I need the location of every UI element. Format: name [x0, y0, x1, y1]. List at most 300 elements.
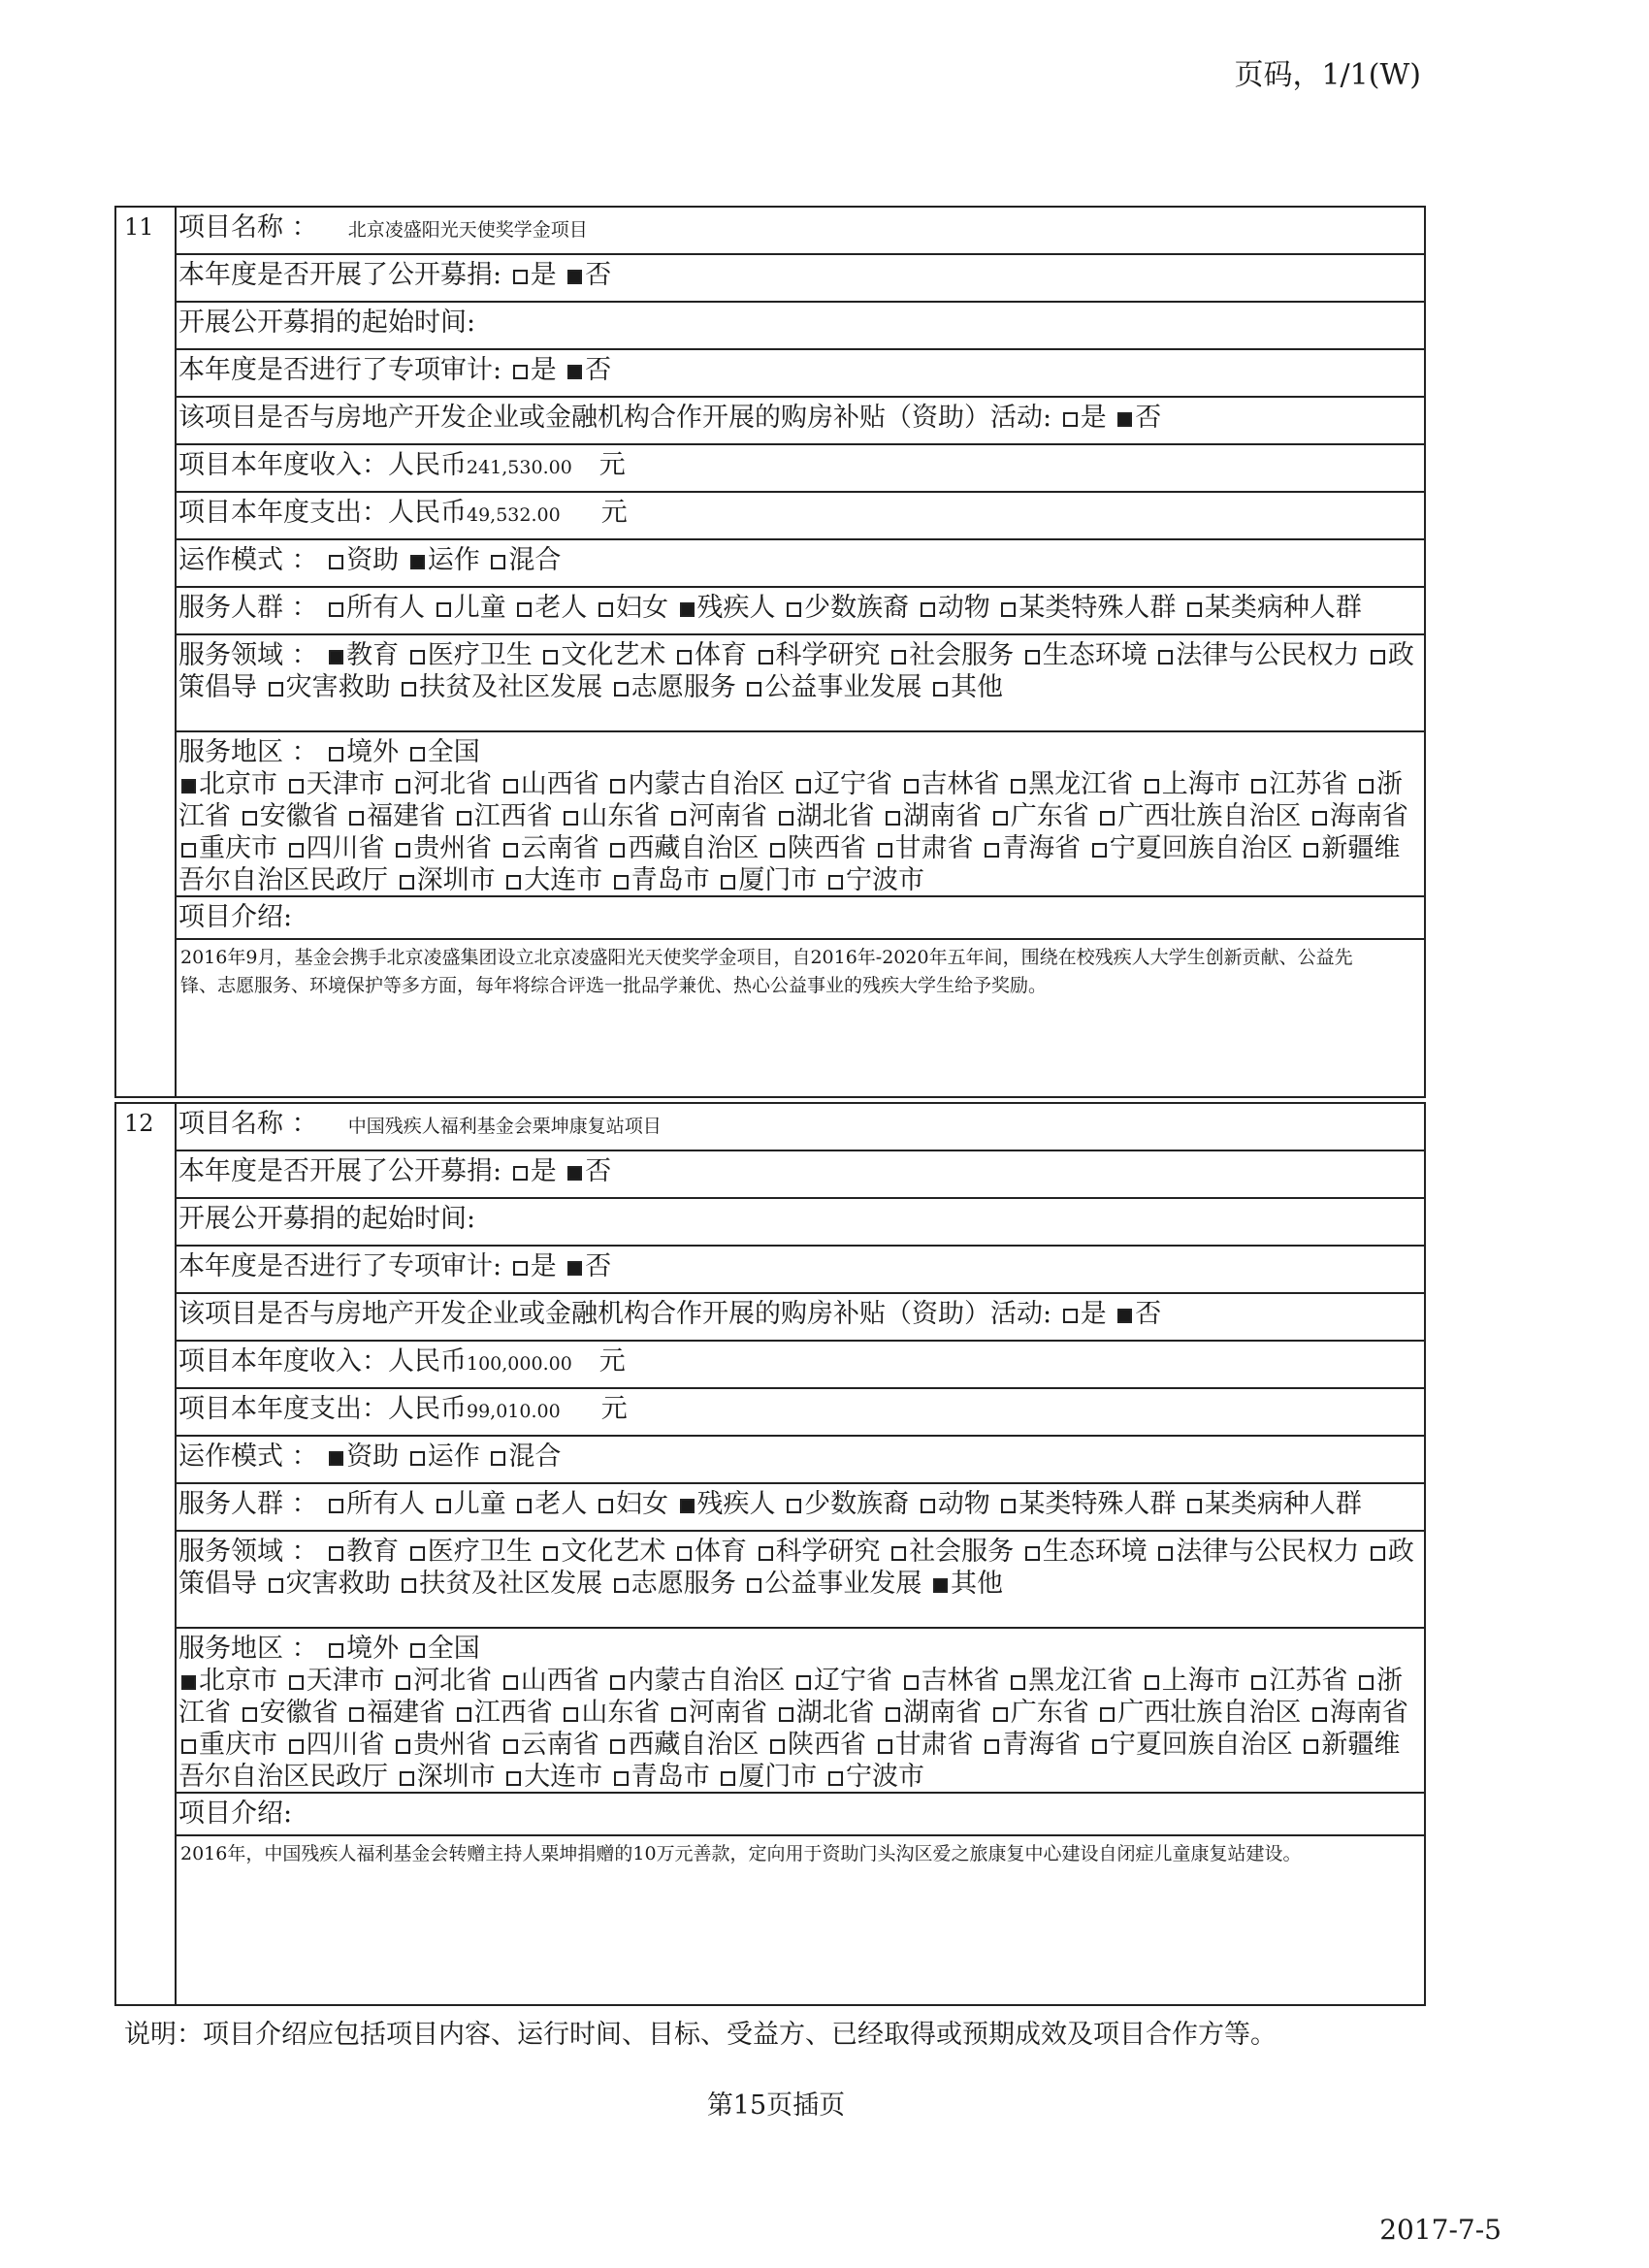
- region-option: 青海省: [1002, 1730, 1082, 1760]
- checkbox: [677, 1546, 692, 1561]
- checkbox: [564, 1707, 578, 1722]
- checkbox: [506, 1771, 521, 1786]
- intro-text: 2016年，中国残疾人福利基金会转赠主持人栗坤捐赠的10万元善款，定向用于资助门头沟区爱之旅康复中心建设自闭症儿童康复站建设。: [180, 1843, 1302, 1864]
- checkbox-checked: [680, 602, 695, 617]
- region-option: 陕西省: [787, 1730, 866, 1760]
- field-option: 扶贫及社区发展: [419, 1569, 603, 1599]
- checkbox: [1187, 1499, 1202, 1513]
- checkbox-yes: [513, 1261, 528, 1276]
- checkbox: [1100, 811, 1115, 826]
- region-option: 宁夏回族自治区: [1109, 833, 1293, 863]
- checkbox: [904, 1675, 919, 1690]
- region-option: 重庆市: [199, 1730, 277, 1760]
- population-option: 动物: [937, 1489, 990, 1519]
- checkbox: [1312, 1707, 1327, 1722]
- housing-subsidy-label: 该项目是否与房地产开发企业或金融机构合作开展的购房补贴（资助）活动:: [178, 1299, 1052, 1329]
- checkbox: [402, 682, 416, 697]
- field-option: 公益事业发展: [764, 672, 922, 702]
- checkbox-no-checked: [567, 270, 582, 284]
- checkbox: [503, 779, 518, 794]
- region-option: 江西省: [473, 801, 553, 831]
- region-option: 云南省: [520, 1730, 599, 1760]
- checkbox: [610, 1675, 625, 1690]
- checkbox: [349, 811, 364, 826]
- expense-value: 99,010.00: [467, 1401, 561, 1422]
- expense-row: [177, 493, 1424, 540]
- region-option: 山西省: [520, 769, 599, 799]
- project-number: 11: [116, 208, 177, 1096]
- checkbox: [796, 1675, 811, 1690]
- field-option: 灾害救助: [285, 1569, 391, 1599]
- checkbox: [1371, 650, 1385, 664]
- region-option: 福建省: [367, 1698, 446, 1728]
- region-option: 江苏省: [1269, 1666, 1348, 1696]
- checkbox: [242, 1707, 257, 1722]
- population-option: 儿童: [453, 1489, 506, 1519]
- checkbox: [1371, 1546, 1385, 1561]
- checkbox: [400, 875, 414, 890]
- checkbox: [289, 1675, 304, 1690]
- special-audit-row: [177, 1247, 1424, 1294]
- checkbox: [329, 555, 343, 569]
- region-option: 陕西省: [787, 833, 866, 863]
- checkbox-yes: [513, 1166, 528, 1181]
- checkbox-checked: [680, 1499, 695, 1513]
- field-row: 服务领域 ： 教育 医疗卫生 文化艺术 体育 科学研究 社会服务 生态环境 法律与公民权力 政策倡导 灾害救助 扶贫及社区发展 志愿服务 公益事业发展 其他: [177, 635, 1424, 732]
- checkbox-no-checked: [567, 1261, 582, 1276]
- field-option: 公益事业发展: [764, 1569, 922, 1599]
- checkbox: [181, 1739, 196, 1754]
- project-name-label: 项目名称: [178, 1109, 283, 1139]
- checkbox: [796, 779, 811, 794]
- checkbox-checked: [329, 650, 343, 664]
- project-name-row: 项目名称 ： 中国残疾人福利基金会栗坤康复站项目: [177, 1104, 1424, 1151]
- checkbox: [598, 602, 613, 617]
- checkbox: [329, 1643, 343, 1658]
- no-label: 否: [1135, 403, 1162, 433]
- region-option: 广西壮族自治区: [1117, 801, 1302, 831]
- intro-label-row: [177, 897, 1424, 940]
- region-option: 宁波市: [845, 865, 924, 895]
- checkbox: [410, 747, 425, 761]
- checkbox: [770, 843, 785, 858]
- checkbox: [543, 650, 558, 664]
- checkbox: [828, 1771, 843, 1786]
- special-audit-row: [177, 350, 1424, 398]
- region-option: 安徽省: [259, 801, 339, 831]
- checkbox: [517, 1499, 532, 1513]
- field-option: 政策倡导: [178, 1537, 1414, 1599]
- project-block-11: [114, 206, 1426, 1098]
- checkbox: [721, 875, 735, 890]
- region-option: 贵州省: [413, 1730, 493, 1760]
- currency-unit: 元: [598, 450, 626, 480]
- region-row: 服务地区 ： 境外 全国 北京市 天津市 河北省 山西省 内蒙古自治区 辽宁省 吉林省 黑龙江省 上海市 江苏省 浙江省 安徽省 福建省 江西省 山东省 河南省 湖北省 湖南省 广东省 广西壮族自治区 海南省 重庆市 四川省 贵州省 云南省 西藏自治区 陕西省 甘肃省 青海省 宁夏回族自治区 新疆维吾尔自治区民政厅 深圳市 大连市 青岛市 厦门市 宁波市: [177, 732, 1424, 897]
- region-option: 天津市: [306, 769, 385, 799]
- checkbox: [410, 1546, 425, 1561]
- population-option: 某类病种人群: [1204, 593, 1362, 623]
- region-option: 西藏自治区: [628, 1730, 760, 1760]
- region-option: 广东省: [1010, 1698, 1089, 1728]
- checkbox: [828, 875, 843, 890]
- housing-subsidy-row: [177, 1294, 1424, 1342]
- checkbox: [289, 1739, 304, 1754]
- checkbox: [269, 1578, 283, 1593]
- population-option: 妇女: [615, 593, 668, 623]
- checkbox: [878, 843, 892, 858]
- checkbox: [1011, 1675, 1025, 1690]
- mode-label: 运作模式: [178, 545, 283, 575]
- currency-unit: 元: [600, 1394, 628, 1424]
- region-option: 青岛市: [630, 865, 710, 895]
- checkbox-yes: [1063, 1309, 1078, 1323]
- checkbox-checked: [933, 1578, 948, 1593]
- region-option: 青岛市: [630, 1762, 710, 1792]
- insert-page-label: 第15页插页: [706, 2090, 846, 2121]
- income-label: 项目本年度收入：人民币: [178, 450, 467, 480]
- region-option: 安徽省: [259, 1698, 339, 1728]
- region-option: 福建省: [367, 801, 446, 831]
- population-row: 服务人群 ： 所有人 儿童 老人 妇女 残疾人 少数族裔 动物 某类特殊人群 某类病种人群: [177, 588, 1424, 635]
- checkbox-checked: [181, 779, 196, 794]
- checkbox: [886, 1707, 900, 1722]
- project-name-value: 北京凌盛阳光天使奖学金项目: [347, 219, 588, 241]
- region-option: 大连市: [524, 1762, 603, 1792]
- checkbox: [436, 1499, 451, 1513]
- region-option: 内蒙古自治区: [628, 1666, 786, 1696]
- checkbox: [410, 1451, 425, 1466]
- population-option: 残疾人: [696, 593, 776, 623]
- region-option: 贵州省: [413, 833, 493, 863]
- region-option: 厦门市: [738, 1762, 818, 1792]
- population-option: 某类病种人群: [1204, 1489, 1362, 1519]
- checkbox: [564, 811, 578, 826]
- region-option: 西藏自治区: [628, 833, 760, 863]
- yes-label: 是: [530, 355, 557, 385]
- mode-label: 运作模式: [178, 1442, 283, 1472]
- expense-label: 项目本年度支出：人民币: [178, 498, 467, 528]
- field-option: 社会服务: [909, 1537, 1015, 1567]
- region-option: 河南省: [688, 801, 767, 831]
- no-label: 否: [585, 260, 612, 290]
- region-option: 河北省: [413, 1666, 493, 1696]
- yes-label: 是: [1080, 403, 1107, 433]
- checkbox: [457, 1707, 471, 1722]
- region-option: 青海省: [1002, 833, 1082, 863]
- checkbox: [1304, 1739, 1318, 1754]
- checkbox: [671, 811, 686, 826]
- population-option: 少数族裔: [804, 1489, 910, 1519]
- region-option: 北京市: [199, 1666, 277, 1696]
- population-option: 动物: [937, 593, 990, 623]
- expense-label: 项目本年度支出：人民币: [178, 1394, 467, 1424]
- region-option: 新疆维吾尔自治区民政厅: [178, 833, 1401, 895]
- fundraising-start-label: 开展公开募捐的起始时间:: [178, 1204, 476, 1234]
- region-option: 湖北省: [795, 801, 875, 831]
- checkbox-yes: [513, 270, 528, 284]
- region-option: 上海市: [1161, 1666, 1241, 1696]
- region-option: 山东省: [581, 1698, 661, 1728]
- checkbox: [921, 1499, 935, 1513]
- checkbox: [904, 779, 919, 794]
- checkbox: [1359, 779, 1374, 794]
- field-option: 体育: [694, 640, 747, 670]
- population-option: 残疾人: [696, 1489, 776, 1519]
- checkbox: [721, 1771, 735, 1786]
- region-option: 江西省: [473, 1698, 553, 1728]
- population-option: 老人: [534, 1489, 588, 1519]
- region-option: 天津市: [306, 1666, 385, 1696]
- income-value: 241,530.00: [467, 457, 572, 478]
- currency-unit: 元: [600, 498, 628, 528]
- population-option: 少数族裔: [804, 593, 910, 623]
- checkbox: [396, 1675, 410, 1690]
- region-option: 云南省: [520, 833, 599, 863]
- region-label: 服务地区: [178, 737, 283, 767]
- project-block-12: [114, 1102, 1426, 2006]
- region-option: 全国: [427, 1634, 480, 1664]
- region-option: 甘肃省: [894, 1730, 974, 1760]
- income-label: 项目本年度收入：人民币: [178, 1346, 467, 1377]
- region-option: 黑龙江省: [1028, 769, 1134, 799]
- region-option: 新疆维吾尔自治区民政厅: [178, 1730, 1401, 1792]
- checkbox: [1092, 843, 1107, 858]
- checkbox: [329, 747, 343, 761]
- housing-subsidy-label: 该项目是否与房地产开发企业或金融机构合作开展的购房补贴（资助）活动:: [178, 403, 1052, 433]
- population-row: 服务人群 ： 所有人 儿童 老人 妇女 残疾人 少数族裔 动物 某类特殊人群 某类病种人群: [177, 1484, 1424, 1532]
- project-number: 12: [116, 1104, 177, 2004]
- field-option: 文化艺术: [561, 640, 666, 670]
- checkbox: [1145, 1675, 1159, 1690]
- checkbox: [770, 1739, 785, 1754]
- checkbox: [1025, 1546, 1040, 1561]
- checkbox: [517, 602, 532, 617]
- region-option: 吉林省: [921, 769, 1000, 799]
- region-option: 山东省: [581, 801, 661, 831]
- checkbox: [1001, 1499, 1016, 1513]
- no-label: 否: [585, 1251, 612, 1281]
- mode-row: 运作模式 ： 资助 运作 混合: [177, 540, 1424, 588]
- field-option: 科学研究: [775, 640, 881, 670]
- region-option: 河南省: [688, 1698, 767, 1728]
- fundraising-start-row: [177, 1199, 1424, 1247]
- mode-option: 运作: [427, 1442, 480, 1472]
- checkbox: [993, 811, 1008, 826]
- region-option: 海南省: [1329, 1698, 1408, 1728]
- field-label: 服务领域: [178, 1537, 283, 1567]
- checkbox: [747, 1578, 761, 1593]
- region-option: 广西壮族自治区: [1117, 1698, 1302, 1728]
- field-option: 法律与公民权力: [1176, 1537, 1360, 1567]
- checkbox: [396, 1739, 410, 1754]
- checkbox: [891, 1546, 906, 1561]
- checkbox: [1312, 811, 1327, 826]
- checkbox: [503, 1739, 518, 1754]
- expense-value: 49,532.00: [467, 504, 561, 526]
- field-option: 教育: [346, 1537, 400, 1567]
- footnote: 说明：项目介绍应包括项目内容、运行时间、目标、受益方、已经取得或预期成效及项目合作方等。: [124, 2020, 1277, 2050]
- checkbox: [886, 811, 900, 826]
- region-option: 厦门市: [738, 865, 818, 895]
- checkbox-yes: [513, 365, 528, 379]
- region-option: 全国: [427, 737, 480, 767]
- checkbox: [329, 1499, 343, 1513]
- checkbox-no-checked: [1117, 412, 1132, 427]
- checkbox: [543, 1546, 558, 1561]
- region-option: 大连市: [524, 865, 603, 895]
- population-label: 服务人群: [178, 593, 283, 623]
- checkbox: [598, 1499, 613, 1513]
- checkbox: [993, 1707, 1008, 1722]
- checkbox: [614, 682, 629, 697]
- checkbox: [1158, 1546, 1173, 1561]
- intro-text: 2016年9月，基金会携手北京凌盛集团设立北京凌盛阳光天使奖学金项目，自2016年-2020年五年间，围绕在校残疾人大学生创新贡献、公益先锋、志愿服务、环境保护等多方面，每年将综合评选一批品学兼优、热心公益事业的残疾大学生给予奖励。: [180, 947, 1353, 996]
- checkbox: [436, 602, 451, 617]
- region-option: 辽宁省: [813, 1666, 892, 1696]
- region-option: 甘肃省: [894, 833, 974, 863]
- checkbox: [289, 843, 304, 858]
- population-option: 所有人: [346, 593, 426, 623]
- region-option: 深圳市: [416, 1762, 496, 1792]
- field-option: 文化艺术: [561, 1537, 666, 1567]
- region-option: 深圳市: [416, 865, 496, 895]
- region-option: 重庆市: [199, 833, 277, 863]
- region-option: 四川省: [306, 833, 385, 863]
- checkbox-no-checked: [567, 365, 582, 379]
- population-option: 某类特殊人群: [1018, 1489, 1177, 1519]
- population-option: 妇女: [615, 1489, 668, 1519]
- mode-option: 运作: [427, 545, 480, 575]
- checkbox: [400, 1771, 414, 1786]
- checkbox: [985, 1739, 999, 1754]
- project-name-value: 中国残疾人福利基金会栗坤康复站项目: [347, 1116, 662, 1137]
- mode-row: 运作模式 ： 资助 运作 混合: [177, 1437, 1424, 1484]
- region-option: 山西省: [520, 1666, 599, 1696]
- field-label: 服务领域: [178, 640, 283, 670]
- no-label: 否: [585, 1156, 612, 1186]
- field-option: 灾害救助: [285, 672, 391, 702]
- field-option: 体育: [694, 1537, 747, 1567]
- intro-label: 项目介绍:: [178, 902, 293, 932]
- checkbox: [457, 811, 471, 826]
- checkbox: [610, 779, 625, 794]
- checkbox: [1145, 779, 1159, 794]
- region-option: 江苏省: [1269, 769, 1348, 799]
- checkbox: [779, 811, 793, 826]
- region-option: 海南省: [1329, 801, 1408, 831]
- intro-label-row: [177, 1794, 1424, 1836]
- expense-row: [177, 1389, 1424, 1437]
- field-row: 服务领域 ： 教育 医疗卫生 文化艺术 体育 科学研究 社会服务 生态环境 法律与公民权力 政策倡导 灾害救助 扶贫及社区发展 志愿服务 公益事业发展 其他: [177, 1532, 1424, 1629]
- mode-option: 混合: [508, 545, 562, 575]
- population-option: 所有人: [346, 1489, 426, 1519]
- region-label: 服务地区: [178, 1634, 283, 1664]
- checkbox: [787, 602, 801, 617]
- no-label: 否: [585, 355, 612, 385]
- field-option: 政策倡导: [178, 640, 1414, 702]
- checkbox: [329, 1546, 343, 1561]
- fundraising-start-label: 开展公开募捐的起始时间:: [178, 308, 476, 338]
- checkbox-checked: [410, 555, 425, 569]
- region-option: 湖北省: [795, 1698, 875, 1728]
- income-row: [177, 1342, 1424, 1389]
- checkbox-no-checked: [567, 1166, 582, 1181]
- checkbox: [491, 1451, 505, 1466]
- checkbox: [1001, 602, 1016, 617]
- checkbox: [1251, 779, 1266, 794]
- checkbox-yes: [1063, 412, 1078, 427]
- region-option: 吉林省: [921, 1666, 1000, 1696]
- checkbox-no-checked: [1117, 1309, 1132, 1323]
- project-name-label: 项目名称: [178, 212, 283, 243]
- checkbox: [181, 843, 196, 858]
- region-option: 黑龙江省: [1028, 1666, 1134, 1696]
- region-option: 湖南省: [903, 801, 983, 831]
- region-option: 上海市: [1161, 769, 1241, 799]
- checkbox: [614, 1771, 629, 1786]
- checkbox: [503, 843, 518, 858]
- population-option: 儿童: [453, 593, 506, 623]
- project-name-row: 项目名称 ： 北京凌盛阳光天使奖学金项目: [177, 208, 1424, 255]
- checkbox: [921, 602, 935, 617]
- yes-label: 是: [1080, 1299, 1107, 1329]
- checkbox-checked: [329, 1451, 343, 1466]
- checkbox: [1092, 1739, 1107, 1754]
- population-label: 服务人群: [178, 1489, 283, 1519]
- mode-option: 资助: [346, 545, 400, 575]
- checkbox: [779, 1707, 793, 1722]
- checkbox: [289, 779, 304, 794]
- checkbox: [396, 779, 410, 794]
- page-number: 页码，1/1(W): [1234, 58, 1421, 92]
- field-option: 生态环境: [1042, 640, 1148, 670]
- region-option: 境外: [346, 737, 400, 767]
- checkbox: [503, 1675, 518, 1690]
- public-fundraising-label: 本年度是否开展了公开募捐:: [178, 1156, 502, 1186]
- region-option: 浙江省: [178, 769, 1403, 831]
- field-option: 教育: [346, 640, 400, 670]
- field-option: 社会服务: [909, 640, 1015, 670]
- yes-label: 是: [530, 1156, 557, 1186]
- checkbox: [614, 875, 629, 890]
- population-option: 某类特殊人群: [1018, 593, 1177, 623]
- region-option: 湖南省: [903, 1698, 983, 1728]
- checkbox: [610, 843, 625, 858]
- checkbox: [506, 875, 521, 890]
- region-option: 四川省: [306, 1730, 385, 1760]
- checkbox: [410, 1643, 425, 1658]
- field-option: 扶贫及社区发展: [419, 672, 603, 702]
- field-option: 其他: [950, 1569, 1003, 1599]
- checkbox-checked: [181, 1675, 196, 1690]
- region-row: 服务地区 ： 境外 全国 北京市 天津市 河北省 山西省 内蒙古自治区 辽宁省 吉林省 黑龙江省 上海市 江苏省 浙江省 安徽省 福建省 江西省 山东省 河南省 湖北省 湖南省 广东省 广西壮族自治区 海南省 重庆市 四川省 贵州省 云南省 西藏自治区 陕西省 甘肃省 青海省 宁夏回族自治区 新疆维吾尔自治区民政厅 深圳市 大连市 青岛市 厦门市 宁波市: [177, 1629, 1424, 1794]
- intro-label: 项目介绍:: [178, 1798, 293, 1829]
- checkbox: [1359, 1675, 1374, 1690]
- field-option: 生态环境: [1042, 1537, 1148, 1567]
- field-option: 其他: [950, 672, 1003, 702]
- checkbox: [1011, 779, 1025, 794]
- checkbox: [614, 1578, 629, 1593]
- currency-unit: 元: [598, 1346, 626, 1377]
- income-row: [177, 445, 1424, 493]
- checkbox: [747, 682, 761, 697]
- region-option: 宁波市: [845, 1762, 924, 1792]
- checkbox: [1025, 650, 1040, 664]
- checkbox: [985, 843, 999, 858]
- special-audit-label: 本年度是否进行了专项审计:: [178, 355, 502, 385]
- field-option: 志愿服务: [630, 672, 736, 702]
- checkbox: [787, 1499, 801, 1513]
